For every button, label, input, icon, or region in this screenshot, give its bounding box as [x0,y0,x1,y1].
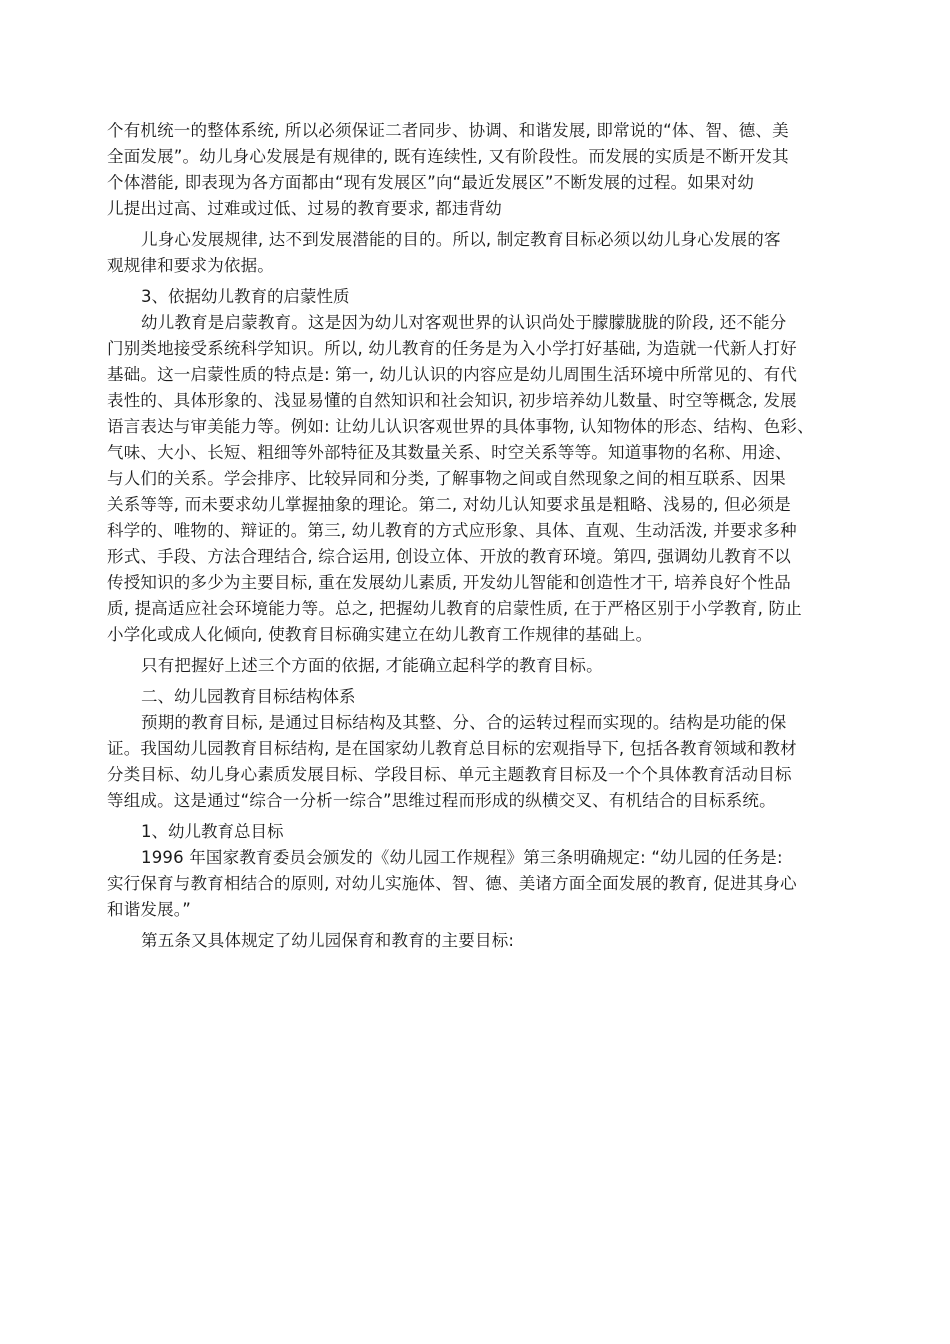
paragraph-regulation-article3 [107,845,852,923]
text-line: 质, 提高适应社会环境能力等。总之, 把握幼儿教育的启蒙性质, 在于严格区别于小学教育, 防止 [107,599,802,618]
text-line: 只有把握好上述三个方面的依据, 才能确立起科学的教育目标。 [141,656,603,675]
text-line: 个体潜能, 即表现为各方面都由“现有发展区”向“最近发展区”不断发展的过程。如果对幼 [107,173,755,192]
text-line: 个有机统一的整体系统, 所以必须保证二者同步、协调、和谐发展, 即常说的“体、智、德、美 [107,121,789,140]
text-line: 形式、手段、方法合理结合, 综合运用, 创设立体、开放的教育环境。第四, 强调幼儿教育不以 [107,547,791,566]
text-line: 全面发展”。幼儿身心发展是有规律的, 既有连续性, 又有阶段性。而发展的实质是不断开发其 [107,147,789,166]
text-line: 幼儿教育是启蒙教育。这是因为幼儿对客观世界的认识尚处于朦朦胧胧的阶段, 还不能分 [141,313,787,332]
text-line: 和谐发展。” [107,900,191,919]
paragraph-objective-basis [107,227,852,279]
text-line: 语言表达与审美能力等。例如: 让幼儿认识客观世界的具体事物, 认知物体的形态、结构、色彩、 [107,417,814,436]
text-line: 表性的、具体形象的、浅显易懂的自然知识和社会知识, 初步培养幼儿数量、时空等概念, 发展 [107,391,797,410]
text-line: 传授知识的多少为主要目标, 重在发展幼儿素质, 开发幼儿智能和创造性才干, 培养良好个性品 [107,573,791,592]
paragraph-enlightenment-nature [107,310,852,648]
text-line: 预期的教育目标, 是通过目标结构及其整、分、合的运转过程而实现的。结构是功能的保 [141,713,787,732]
text-line: 门别类地接受系统科学知识。所以, 幼儿教育的任务是为入小学打好基础, 为造就一代新人打好 [107,339,797,358]
paragraph-regulation-article5 [107,928,852,954]
text-line: 第五条又具体规定了幼儿园保育和教育的主要目标: [141,931,515,950]
text-line: 基础。这一启蒙性质的特点是: 第一, 幼儿认识的内容应是幼儿周围生活环境中所常见的、有代 [107,365,798,384]
text-line: 实行保育与教育相结合的原则, 对幼儿实施体、智、德、美诸方面全面发展的教育, 促进其身心 [107,874,797,893]
text-line: 与人们的关系。学会排序、比较异同和分类, 了解事物之间或自然现象之间的相互联系、因果 [107,469,786,488]
text-line: 儿身心发展规律, 达不到发展潜能的目的。所以, 制定教育目标必须以幼儿身心发展的客 [141,230,781,249]
section-heading-structure: 二、幼儿园教育目标结构体系 [141,687,356,706]
paragraph-development-law [107,118,852,222]
text-line: 分类目标、幼儿身心素质发展目标、学段目标、单元主题教育目标及一个个具体教育活动目标 [107,765,792,784]
document-page [107,118,852,954]
text-line: 气味、大小、长短、粗细等外部特征及其数量关系、时空关系等等。知道事物的名称、用途、 [107,443,792,462]
section-heading-enlightenment: 3、依据幼儿教育的启蒙性质 [141,287,350,306]
text-line: 儿提出过高、过难或过低、过易的教育要求, 都违背幼 [107,199,502,218]
section-heading-general-goal: 1、幼儿教育总目标 [141,822,284,841]
text-line: 关系等等, 而未要求幼儿掌握抽象的理论。第二, 对幼儿认知要求虽是粗略、浅易的, 但必须是 [107,495,791,514]
text-line: 科学的、唯物的、辩证的。第三, 幼儿教育的方式应形象、具体、直观、生动活泼, 并要求多种 [107,521,797,540]
text-line: 证。我国幼儿园教育目标结构, 是在国家幼儿教育总目标的宏观指导下, 包括各教育领域和教材 [107,739,797,758]
text-line: 观规律和要求为依据。 [107,256,274,275]
text-line: 小学化或成人化倾向, 使教育目标确实建立在幼儿教育工作规律的基础上。 [107,625,653,644]
paragraph-structure-system [107,710,852,814]
text-line: 1996 年国家教育委员会颁发的《幼儿园工作规程》第三条明确规定: “幼儿园的任务是: [141,848,783,867]
text-line: 等组成。这是通过“综合一分析一综合”思维过程而形成的纵横交叉、有机结合的目标系统。 [107,791,776,810]
paragraph-summary [107,653,852,679]
